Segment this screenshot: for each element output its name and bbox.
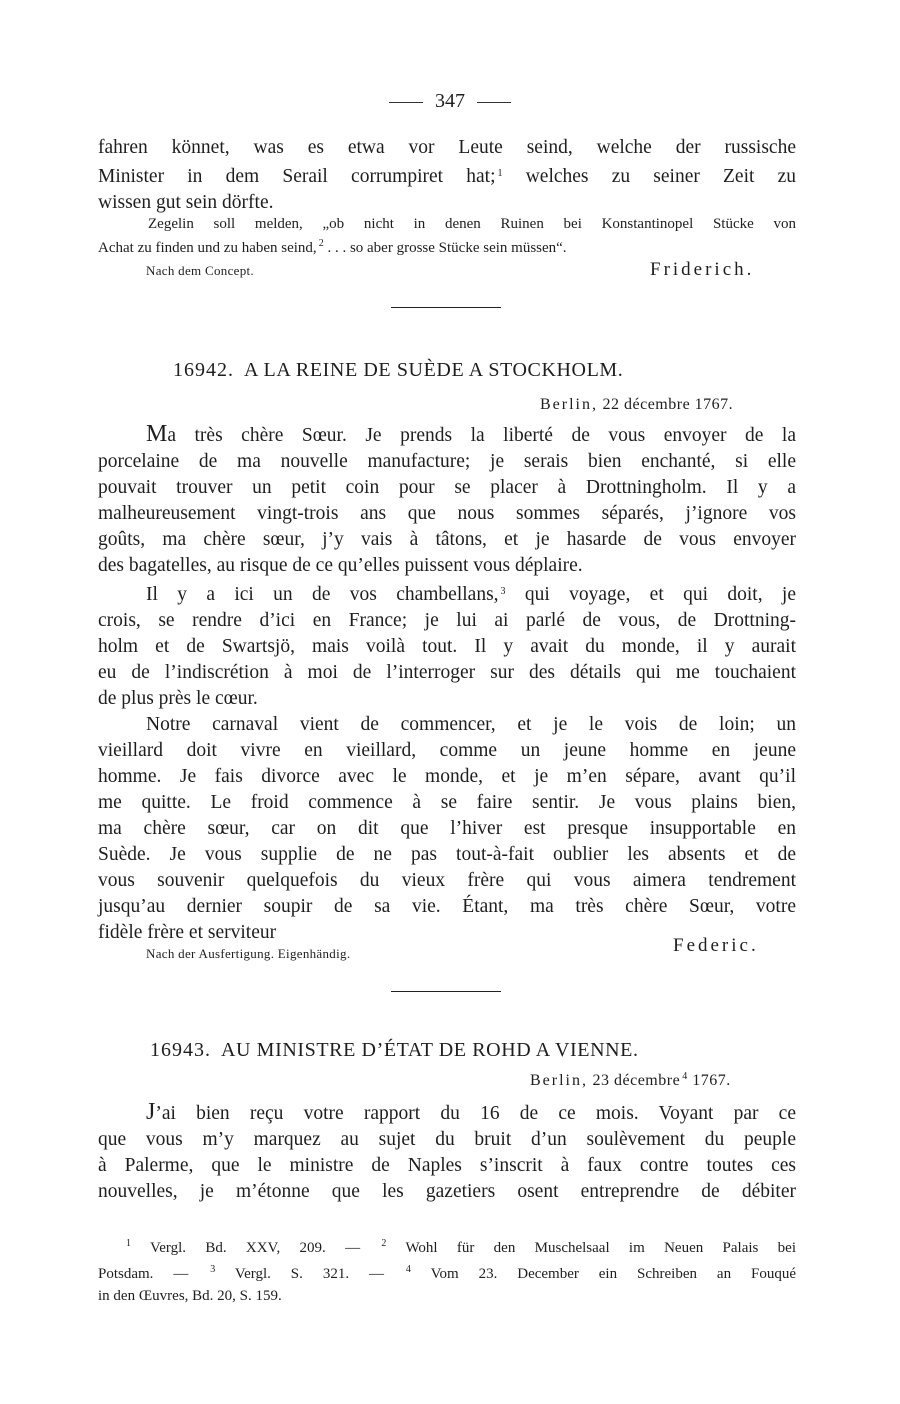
letter-title: A LA REINE DE SUÈDE A STOCKHOLM.	[244, 359, 624, 381]
footnote-marker: 3	[500, 586, 506, 597]
dateline-date: 23 décembre	[592, 1072, 681, 1089]
letter-line: Suède. Je vous supplie de ne pas tout-à-fait oublier les absents et de	[98, 844, 796, 865]
footnote-marker: 2	[381, 1238, 387, 1249]
letter-body	[98, 1099, 796, 1205]
letter-line: crois, se rendre d’ici en France; je lui ai parlé de vous, de Drottning-	[98, 610, 796, 631]
footnote-marker: 1	[126, 1238, 131, 1249]
letter-line: Notre carnaval vient de commencer, et je le vois de loin; un	[146, 714, 796, 735]
letter-line: malheureusement vingt-trois ans que nous sommes séparés, j’ignore vos	[98, 503, 796, 524]
footnote-text: Potsdam. —	[98, 1266, 189, 1282]
footnotes	[98, 1233, 796, 1307]
letter-line-text: ’ai bien reçu votre rapport du 16 de ce mois. Voyant par ce	[155, 1103, 796, 1124]
letter-line: pouvait trouver un petit coin pour se placer à Drottningholm. Il y a	[98, 477, 796, 498]
editorial-note-text: Achat zu finden und zu haben seind,	[98, 240, 317, 256]
letter-title: AU MINISTRE D’ÉTAT DE ROHD A VIENNE.	[221, 1039, 639, 1061]
dateline	[530, 1071, 731, 1090]
letter-number: 16942.	[173, 359, 234, 381]
footnote-line	[98, 1233, 796, 1259]
letter-number: 16943.	[150, 1039, 211, 1061]
initial-letter: M	[146, 421, 168, 447]
letter-heading	[173, 359, 623, 382]
section-divider	[391, 991, 501, 992]
editorial-note-text: . . . so aber grosse Stücke sein müssen“.	[323, 240, 567, 256]
continuation-line: wissen gut sein dörfte.	[98, 192, 274, 213]
signature: Federic.	[673, 935, 759, 956]
source-note: Nach dem Concept.	[146, 263, 254, 278]
source-note: Nach der Ausfertigung. Eigenhändig.	[146, 946, 351, 961]
editorial-note-line	[98, 234, 796, 258]
letter-line: goûts, ma chère sœur, j’y vais à tâtons, et je hasarde de vous envoyer	[98, 529, 796, 550]
footnote-line: in den Œuvres, Bd. 20, S. 159.	[98, 1288, 282, 1304]
page-number-dash-right	[477, 102, 511, 103]
dateline	[540, 396, 733, 414]
dateline-date: 22 décembre 1767.	[602, 396, 734, 413]
footnote-text: Vergl. Bd. XXV, 209. —	[150, 1240, 361, 1256]
section-divider	[391, 307, 501, 308]
letter-line-text: qui voyage, et qui doit, je	[524, 584, 796, 605]
footnote-text: Wohl für den Muschelsaal im Neuen Palais bei	[405, 1240, 796, 1256]
footnote-marker: 4	[682, 1071, 688, 1082]
letter-line: des bagatelles, au risque de ce qu’elles puissent vous déplaire.	[98, 555, 583, 576]
letter-line	[98, 579, 796, 608]
letter-body	[98, 421, 796, 946]
letter-line: eu de l’indiscrétion à moi de l’interroger sur des détails qui me touchaient	[98, 662, 796, 683]
footnote-marker: 2	[318, 238, 324, 249]
letter-line: fidèle frère et serviteur	[98, 922, 277, 943]
footnote-text: Vergl. S. 321. —	[234, 1266, 384, 1282]
page-number-row	[0, 90, 900, 113]
footnote-marker: 4	[405, 1264, 411, 1275]
dateline-date: 1767.	[692, 1072, 731, 1089]
letter-line: de plus près le cœur.	[98, 688, 258, 709]
continuation-line	[98, 161, 796, 190]
editorial-note-line: Zegelin soll melden, „ob nicht in denen Ruinen bei Konstantinopel Stücke von	[148, 216, 796, 232]
footnote-line	[98, 1259, 796, 1285]
continuation-line-text: Minister in dem Serail corrumpiret hat;	[98, 166, 496, 187]
footnote-text: Vom 23. December ein Schreiben an Fouqué	[430, 1266, 796, 1282]
footnote-marker: 3	[210, 1264, 216, 1275]
continuation-line: fahren könnet, was es etwa vor Leute seind, welche der russische	[98, 137, 796, 158]
letter-line-text: a très chère Sœur. Je prends la liberté de vous envoyer de la	[167, 425, 796, 446]
letter-line	[98, 421, 796, 449]
letter-line: homme. Je fais divorce avec le monde, et je m’en sépare, avant qu’il	[98, 766, 796, 787]
signature: Friderich.	[650, 259, 755, 280]
dateline-place: Berlin,	[530, 1072, 588, 1089]
continuation-line-text: welches zu seiner Zeit zu	[525, 166, 797, 187]
letter-line: me quitte. Le froid commence à se faire sentir. Je vous plains bien,	[98, 792, 796, 813]
letter-line: vieillard doit vivre en vieillard, comme un jeune homme en jeune	[98, 740, 796, 761]
letter-line: vous souvenir quelquefois du vieux frère qui vous aimera tendrement	[98, 870, 796, 891]
letter-line: que vous m’y marquez au sujet du bruit d’un soulèvement du peuple	[98, 1129, 796, 1150]
letter-line: porcelaine de ma nouvelle manufacture; je serais bien enchanté, si elle	[98, 451, 796, 472]
letter-line	[98, 1099, 796, 1127]
letter-line-text: Il y a ici un de vos chambellans,	[146, 584, 499, 605]
letter-line: holm et de Swartsjö, mais voilà tout. Il y avait du monde, il y aurait	[98, 636, 796, 657]
letter-heading	[150, 1039, 639, 1062]
continuation-text	[98, 135, 796, 216]
letter-line: ma chère sœur, car on dit que l’hiver est presque insupportable en	[98, 818, 796, 839]
dateline-place: Berlin,	[540, 396, 598, 413]
page-number: 347	[435, 90, 465, 112]
letter-line: jusqu’au dernier soupir de sa vie. Étant, ma très chère Sœur, votre	[98, 896, 796, 917]
letter-line: à Palerme, que le ministre de Naples s’inscrit à faux contre toutes ces	[98, 1155, 796, 1176]
initial-letter: J	[146, 1099, 156, 1125]
footnote-marker: 1	[497, 168, 503, 179]
page-number-dash-left	[389, 102, 423, 103]
editorial-note	[98, 214, 796, 258]
letter-line: nouvelles, je m’étonne que les gazetiers osent entreprendre de débiter	[98, 1181, 796, 1202]
